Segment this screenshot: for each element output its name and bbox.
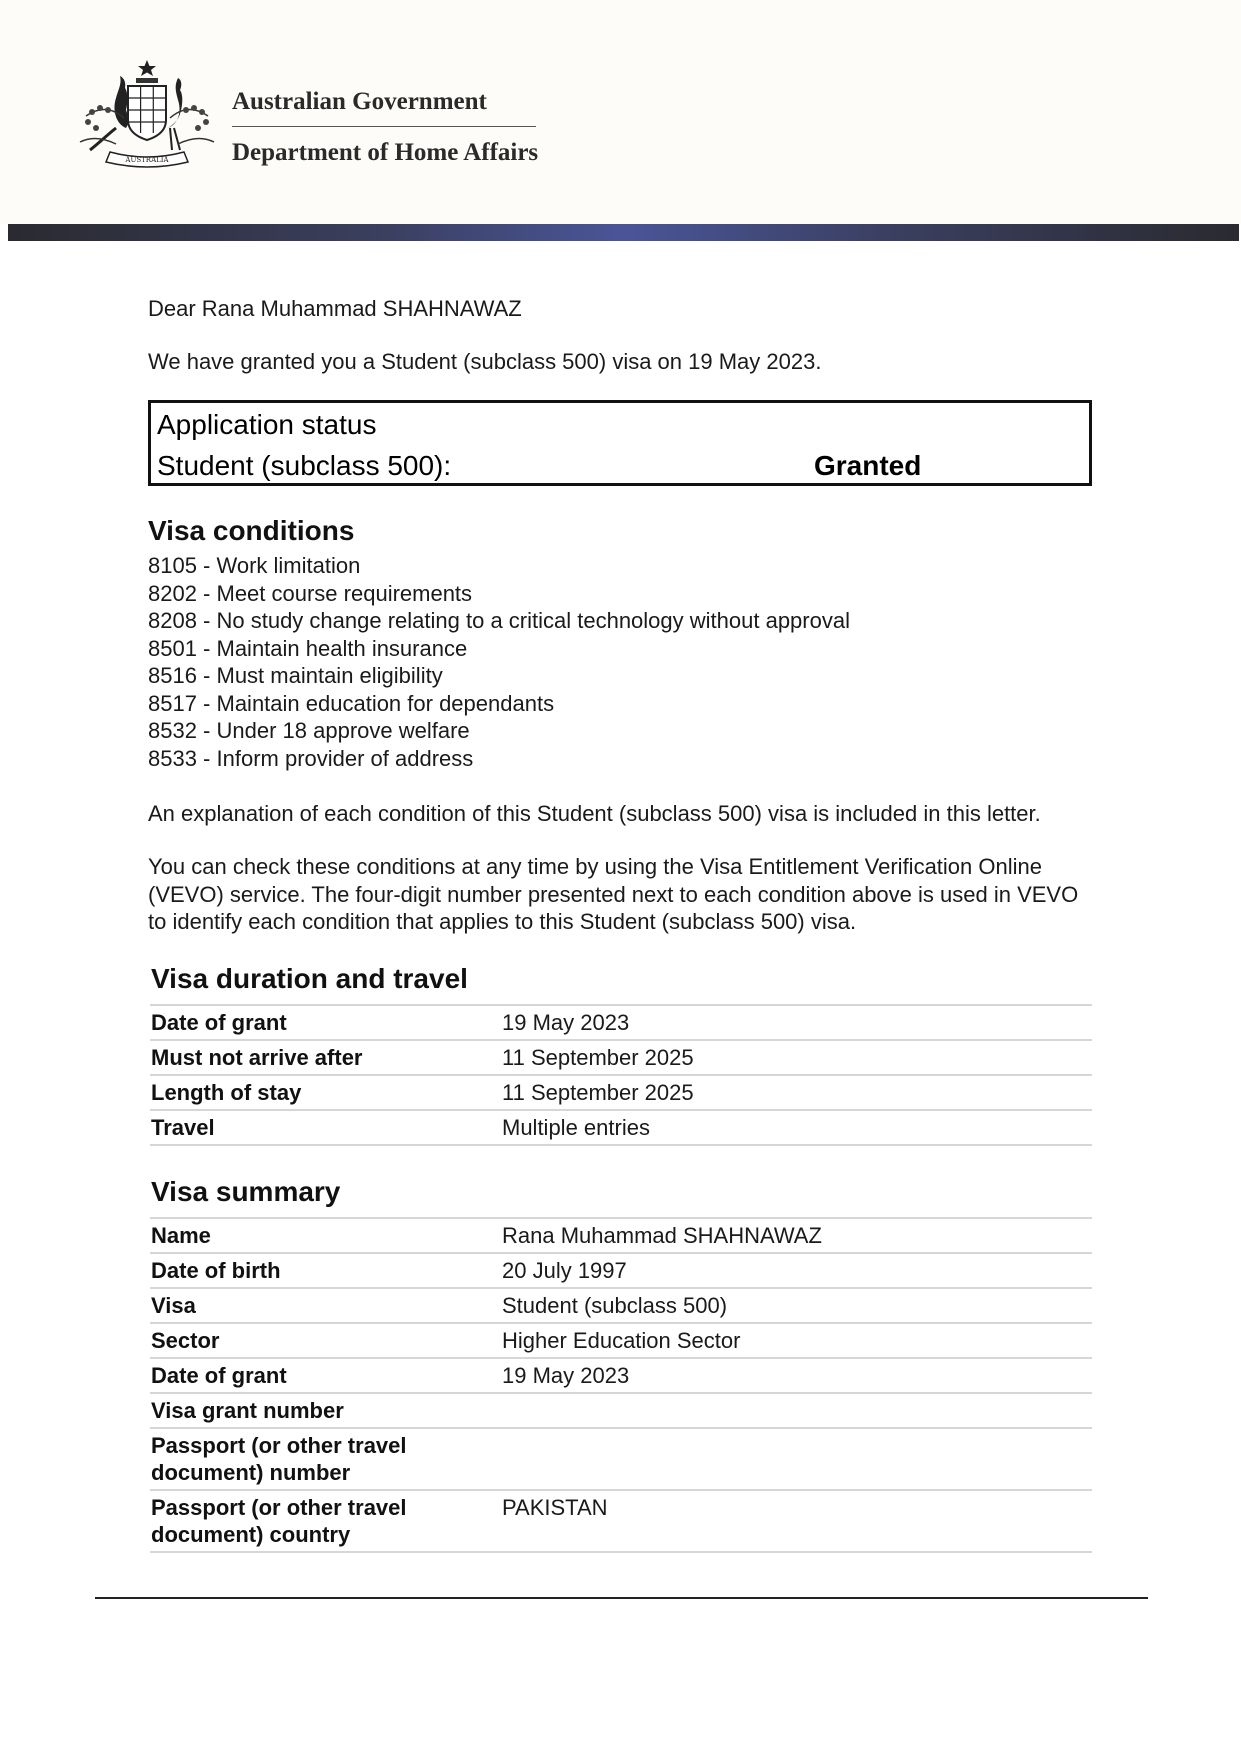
table-row: [150, 1040, 1092, 1075]
visa-duration-table: [150, 1004, 1092, 1146]
visa-summary-table: [150, 1217, 1092, 1553]
condition-item: 8533 - Inform provider of address: [148, 745, 474, 771]
salutation: Dear Rana Muhammad SHAHNAWAZ: [148, 296, 522, 321]
application-status-box: [148, 400, 1092, 486]
table-row: [150, 1428, 1092, 1490]
table-row: [150, 1358, 1092, 1393]
table-row: [150, 1253, 1092, 1288]
footer-divider: [95, 1597, 1148, 1599]
department-name: Department of Home Affairs: [232, 139, 539, 166]
visa-status-label: Student (subclass 500):: [157, 450, 452, 481]
row-value: 11 September 2025: [501, 1075, 1092, 1110]
condition-item: 8105 - Work limitation: [148, 553, 361, 578]
agency-divider: [232, 126, 536, 127]
row-label: Travel: [150, 1110, 501, 1145]
visa-status-value: Granted: [814, 450, 922, 481]
row-label: Length of stay: [150, 1075, 501, 1110]
table-row: [150, 1005, 1092, 1040]
row-label: Visa: [150, 1288, 501, 1323]
row-value: PAKISTAN: [501, 1490, 1092, 1552]
row-label: Passport (or other travel document) country: [150, 1490, 501, 1552]
row-label: Visa grant number: [150, 1393, 501, 1428]
row-value: 11 September 2025: [501, 1040, 1092, 1075]
application-status-title: Application status: [157, 409, 377, 440]
header-band: [8, 224, 1239, 241]
australia-coat-of-arms-icon: [76, 58, 218, 170]
row-label: Passport (or other travel document) number: [150, 1428, 501, 1490]
row-value: Student (subclass 500): [501, 1288, 1092, 1323]
condition-item: 8516 - Must maintain eligibility: [148, 663, 443, 688]
letterhead: [0, 0, 1241, 224]
condition-item: 8501 - Maintain health insurance: [148, 635, 468, 661]
row-label: Date of birth: [150, 1253, 501, 1288]
condition-item: 8208 - No study change relating to a critical technology without approval: [148, 608, 850, 633]
row-value: Rana Muhammad SHAHNAWAZ: [501, 1218, 1092, 1253]
row-value: 19 May 2023: [501, 1005, 1092, 1040]
condition-item: 8517 - Maintain education for dependants: [148, 690, 555, 716]
row-label: Name: [150, 1218, 501, 1253]
table-row: [150, 1075, 1092, 1110]
table-row: [150, 1288, 1092, 1323]
table-row: [150, 1323, 1092, 1358]
conditions-explanation: An explanation of each condition of this Student (subclass 500) visa is included in this letter.: [148, 801, 1041, 826]
visa-summary-heading: Visa summary: [151, 1176, 341, 1207]
visa-conditions-list: [148, 552, 850, 772]
visa-conditions-heading: Visa conditions: [148, 515, 355, 546]
row-label: Must not arrive after: [150, 1040, 501, 1075]
vevo-paragraph: You can check these conditions at any time by using the Visa Entitlement Verification Online (VEVO) service. The four-digit number presented next to each condition above is used in VEVO to identify each condition that applies to this Student (subclass 500) visa.: [148, 854, 1079, 934]
table-row: [150, 1490, 1092, 1552]
condition-item: 8202 - Meet course requirements: [148, 580, 473, 606]
row-label: Date of grant: [150, 1358, 501, 1393]
row-value: Multiple entries: [501, 1110, 1092, 1145]
row-label: Date of grant: [150, 1005, 501, 1040]
grant-intro: We have granted you a Student (subclass 500) visa on 19 May 2023.: [148, 349, 822, 374]
table-row: [150, 1110, 1092, 1145]
condition-item: 8532 - Under 18 approve welfare: [148, 718, 470, 743]
crest-scroll-text: AUSTRALIA: [125, 156, 169, 164]
row-value: Higher Education Sector: [501, 1323, 1092, 1358]
government-name: Australian Government: [232, 88, 487, 115]
row-value: 19 May 2023: [501, 1358, 1092, 1393]
visa-duration-heading: Visa duration and travel: [151, 963, 468, 994]
row-value: [501, 1428, 1092, 1490]
row-label: Sector: [150, 1323, 501, 1358]
table-row: [150, 1218, 1092, 1253]
table-row: [150, 1393, 1092, 1428]
row-value: 20 July 1997: [501, 1253, 1092, 1288]
row-value: [501, 1393, 1092, 1428]
agency-name-block: [232, 88, 538, 167]
